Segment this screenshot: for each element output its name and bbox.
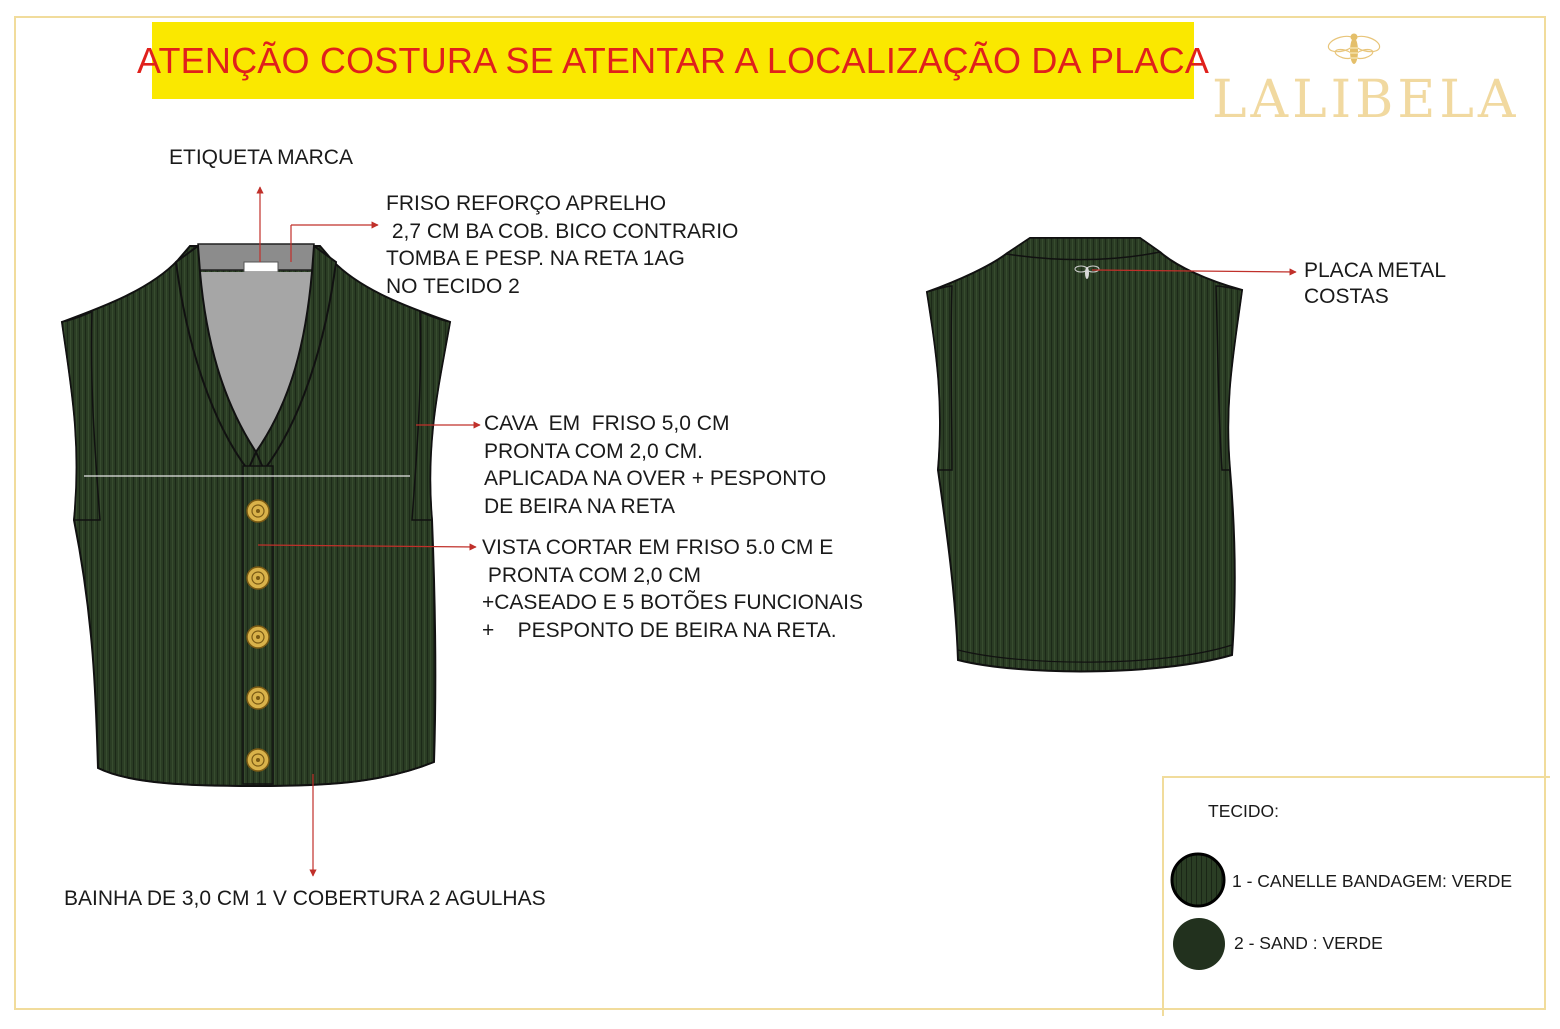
brand-logo: LALIBELA: [1212, 70, 1520, 130]
label-etiqueta-marca: ETIQUETA MARCA: [169, 146, 353, 169]
back-vest-body: [927, 238, 1242, 671]
warning-banner-text: ATENÇÃO COSTURA SE ATENTAR A LOCALIZAÇÃO DA PLACA: [136, 39, 1210, 81]
back-armhole-right: [1216, 286, 1242, 470]
button: [247, 687, 269, 709]
legend-item-2: 2 - SAND : VERDE: [1234, 933, 1383, 953]
back-vest: [927, 238, 1242, 671]
button: [247, 626, 269, 648]
button: [247, 567, 269, 589]
legend-title: TECIDO:: [1208, 801, 1279, 821]
label-friso-reforco: FRISO REFORÇO APRELHO 2,7 CM BA COB. BICO CONTRARIO TOMBA E PESP. NA RETA 1AG NO TECIDO 2: [386, 192, 739, 298]
button: [247, 749, 269, 771]
label-cava: CAVA EM FRISO 5,0 CM PRONTA COM 2,0 CM. APLICADA NA OVER + PESPONTO DE BEIRA NA RETA: [484, 412, 827, 518]
label-bainha: BAINHA DE 3,0 CM 1 V COBERTURA 2 AGULHAS: [64, 887, 546, 910]
brand-label-tag: [244, 262, 278, 272]
front-vest: [62, 244, 450, 786]
back-collar: [1006, 238, 1160, 260]
legend-item-1: 1 - CANELLE BANDAGEM: VERDE: [1232, 871, 1513, 891]
label-vista: VISTA CORTAR EM FRISO 5.0 CM E PRONTA COM 2,0 CM +CASEADO E 5 BOTÕES FUNCIONAIS + PESPONTO DE BEIRA NA RETA.: [482, 536, 864, 642]
button: [247, 500, 269, 522]
back-armhole-left: [927, 286, 952, 470]
label-placa-metal: PLACA METAL COSTAS: [1304, 259, 1446, 308]
